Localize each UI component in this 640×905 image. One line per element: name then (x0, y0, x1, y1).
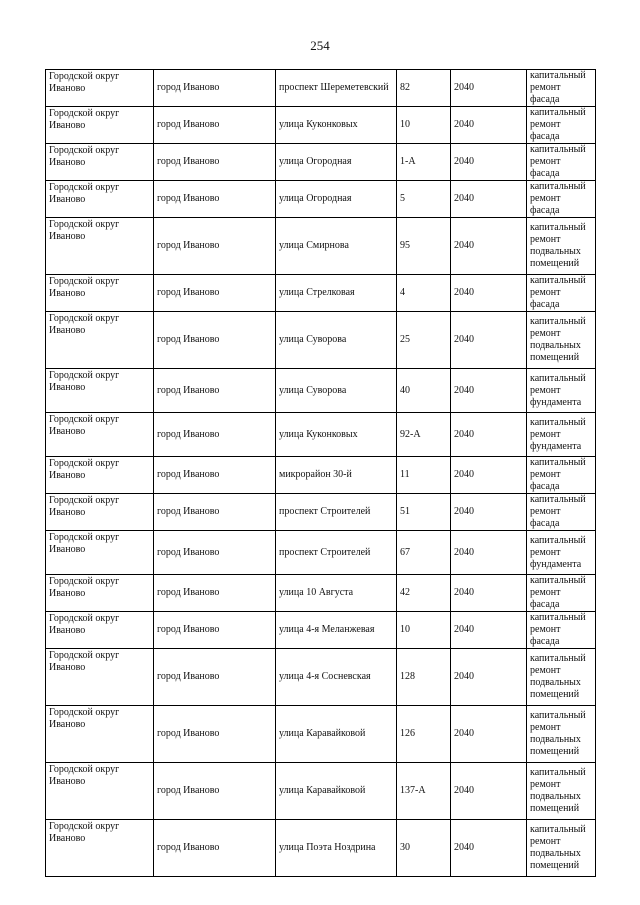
city-cell: город Иваново (154, 531, 276, 575)
work-type-cell: капитальный ремонт фундамента (527, 413, 596, 457)
table-row (46, 218, 596, 275)
year-cell: 2040 (451, 457, 527, 494)
city-cell: город Иваново (154, 706, 276, 763)
table-row (46, 612, 596, 649)
work-type-cell: капитальный ремонт подвальных помещений (527, 312, 596, 369)
year-cell: 2040 (451, 107, 527, 144)
work-type-cell: капитальный ремонт фасада (527, 494, 596, 531)
district-cell: Городской округ Иваново (46, 649, 154, 706)
street-cell: улица Суворова (276, 312, 397, 369)
year-cell: 2040 (451, 649, 527, 706)
work-type-cell: капитальный ремонт подвальных помещений (527, 649, 596, 706)
city-cell: город Иваново (154, 70, 276, 107)
year-cell: 2040 (451, 312, 527, 369)
work-type-cell: капитальный ремонт фасада (527, 575, 596, 612)
house-number-cell: 128 (397, 649, 451, 706)
street-cell: улица Огородная (276, 144, 397, 181)
table-row (46, 649, 596, 706)
district-cell: Городской округ Иваново (46, 107, 154, 144)
district-cell: Городской округ Иваново (46, 413, 154, 457)
table-row (46, 763, 596, 820)
district-cell: Городской округ Иваново (46, 763, 154, 820)
district-cell: Городской округ Иваново (46, 312, 154, 369)
district-cell: Городской округ Иваново (46, 494, 154, 531)
city-cell: город Иваново (154, 218, 276, 275)
street-cell: улица Поэта Ноздрина (276, 820, 397, 877)
work-type-cell: капитальный ремонт фундамента (527, 531, 596, 575)
house-number-cell: 25 (397, 312, 451, 369)
city-cell: город Иваново (154, 312, 276, 369)
street-cell: улица Куконковых (276, 413, 397, 457)
house-number-cell: 1-А (397, 144, 451, 181)
year-cell: 2040 (451, 706, 527, 763)
year-cell: 2040 (451, 763, 527, 820)
city-cell: город Иваново (154, 612, 276, 649)
table-row (46, 181, 596, 218)
district-cell: Городской округ Иваново (46, 457, 154, 494)
table-row (46, 144, 596, 181)
work-type-cell: капитальный ремонт фасада (527, 181, 596, 218)
house-number-cell: 11 (397, 457, 451, 494)
work-type-cell: капитальный ремонт фасада (527, 457, 596, 494)
work-type-cell: капитальный ремонт подвальных помещений (527, 706, 596, 763)
work-type-cell: капитальный ремонт фасада (527, 612, 596, 649)
city-cell: город Иваново (154, 494, 276, 531)
work-type-cell: капитальный ремонт подвальных помещений (527, 820, 596, 877)
year-cell: 2040 (451, 575, 527, 612)
street-cell: проспект Шереметевский (276, 70, 397, 107)
street-cell: улица Смирнова (276, 218, 397, 275)
city-cell: город Иваново (154, 649, 276, 706)
city-cell: город Иваново (154, 820, 276, 877)
year-cell: 2040 (451, 70, 527, 107)
district-cell: Городской округ Иваново (46, 820, 154, 877)
house-number-cell: 92-А (397, 413, 451, 457)
table-row (46, 575, 596, 612)
table-row (46, 706, 596, 763)
house-number-cell: 137-А (397, 763, 451, 820)
district-cell: Городской округ Иваново (46, 531, 154, 575)
year-cell: 2040 (451, 218, 527, 275)
district-cell: Городской округ Иваново (46, 275, 154, 312)
district-cell: Городской округ Иваново (46, 218, 154, 275)
table-row (46, 494, 596, 531)
work-type-cell: капитальный ремонт фундамента (527, 369, 596, 413)
city-cell: город Иваново (154, 413, 276, 457)
year-cell: 2040 (451, 275, 527, 312)
city-cell: город Иваново (154, 275, 276, 312)
street-cell: микрорайон 30-й (276, 457, 397, 494)
house-number-cell: 82 (397, 70, 451, 107)
district-cell: Городской округ Иваново (46, 70, 154, 107)
street-cell: проспект Строителей (276, 531, 397, 575)
district-cell: Городской округ Иваново (46, 144, 154, 181)
district-cell: Городской округ Иваново (46, 181, 154, 218)
street-cell: улица Суворова (276, 369, 397, 413)
year-cell: 2040 (451, 413, 527, 457)
works-table-body (46, 70, 596, 877)
table-row (46, 531, 596, 575)
year-cell: 2040 (451, 494, 527, 531)
city-cell: город Иваново (154, 763, 276, 820)
table-row (46, 413, 596, 457)
house-number-cell: 5 (397, 181, 451, 218)
house-number-cell: 126 (397, 706, 451, 763)
city-cell: город Иваново (154, 181, 276, 218)
year-cell: 2040 (451, 369, 527, 413)
street-cell: улица Каравайковой (276, 706, 397, 763)
house-number-cell: 67 (397, 531, 451, 575)
street-cell: улица Куконковых (276, 107, 397, 144)
year-cell: 2040 (451, 820, 527, 877)
district-cell: Городской округ Иваново (46, 369, 154, 413)
city-cell: город Иваново (154, 457, 276, 494)
work-type-cell: капитальный ремонт подвальных помещений (527, 763, 596, 820)
works-table (45, 69, 596, 877)
street-cell: улица 4-я Сосневская (276, 649, 397, 706)
table-row (46, 107, 596, 144)
year-cell: 2040 (451, 531, 527, 575)
year-cell: 2040 (451, 612, 527, 649)
table-row (46, 70, 596, 107)
page-number: 254 (310, 38, 330, 53)
house-number-cell: 10 (397, 612, 451, 649)
table-row (46, 369, 596, 413)
work-type-cell: капитальный ремонт подвальных помещений (527, 218, 596, 275)
work-type-cell: капитальный ремонт фасада (527, 144, 596, 181)
street-cell: улица Стрелковая (276, 275, 397, 312)
street-cell: улица Каравайковой (276, 763, 397, 820)
table-row (46, 457, 596, 494)
table-row (46, 275, 596, 312)
house-number-cell: 10 (397, 107, 451, 144)
house-number-cell: 42 (397, 575, 451, 612)
house-number-cell: 51 (397, 494, 451, 531)
city-cell: город Иваново (154, 369, 276, 413)
work-type-cell: капитальный ремонт фасада (527, 70, 596, 107)
street-cell: улица 4-я Меланжевая (276, 612, 397, 649)
table-row (46, 820, 596, 877)
house-number-cell: 95 (397, 218, 451, 275)
house-number-cell: 30 (397, 820, 451, 877)
house-number-cell: 40 (397, 369, 451, 413)
table-row (46, 312, 596, 369)
city-cell: город Иваново (154, 144, 276, 181)
house-number-cell: 4 (397, 275, 451, 312)
district-cell: Городской округ Иваново (46, 575, 154, 612)
street-cell: улица 10 Августа (276, 575, 397, 612)
work-type-cell: капитальный ремонт фасада (527, 107, 596, 144)
street-cell: улица Огородная (276, 181, 397, 218)
year-cell: 2040 (451, 181, 527, 218)
city-cell: город Иваново (154, 107, 276, 144)
district-cell: Городской округ Иваново (46, 612, 154, 649)
city-cell: город Иваново (154, 575, 276, 612)
work-type-cell: капитальный ремонт фасада (527, 275, 596, 312)
year-cell: 2040 (451, 144, 527, 181)
street-cell: проспект Строителей (276, 494, 397, 531)
district-cell: Городской округ Иваново (46, 706, 154, 763)
